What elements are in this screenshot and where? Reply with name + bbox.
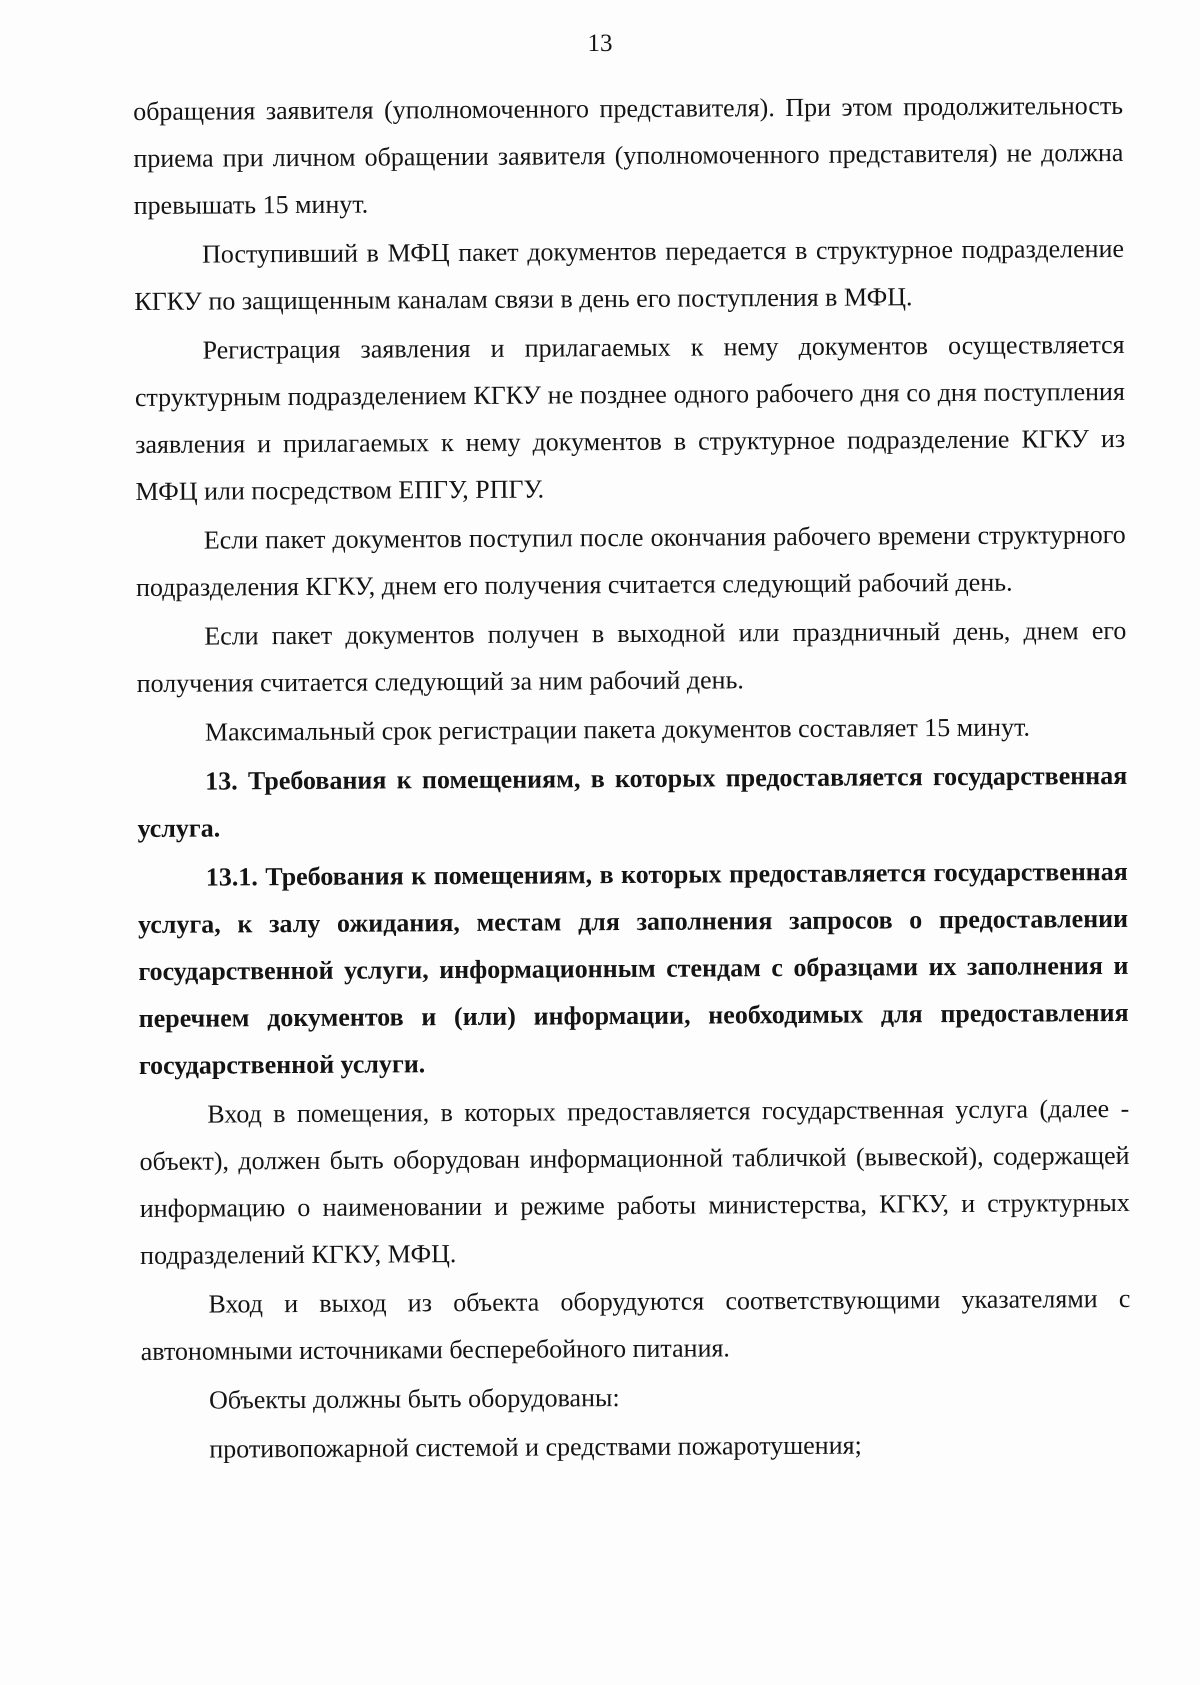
- paragraph-equipment-intro: Объекты должны быть оборудованы:: [208, 1383, 620, 1415]
- section-heading-13: 13. Требования к помещениям, в которых предоставляется государственная услуга.: [137, 760, 1128, 843]
- paragraph-entrance-signage: Вход в помещения, в которых предоставляется государственная услуга (далее - объект), должен быть оборудован информационной табличкой (вывеской), содержащей информацию о наименовании и режиме работы министерства, КГКУ, и структурных подразделений КГКУ, МФЦ.: [139, 1093, 1130, 1270]
- paragraph-registration: Регистрация заявления и прилагаемых к нему документов осуществляется структурным подразделением КГКУ не позднее одного рабочего дня со дня поступления заявления и прилагаемых к нему документов в структурное подразделение КГКУ из МФЦ или посредством ЕПГУ, РПГУ.: [134, 329, 1126, 506]
- document-body: [133, 82, 1131, 1473]
- section-heading-13-1: 13.1. Требования к помещениям, в которых предоставляется государственная услуга, к залу ожидания, местам для заполнения запросов о предоставлении государственной услуги, информационным стендам с образцами их заполнения и перечнем документов и (или) информации, необходимых для предоставления государственной услуги.: [138, 856, 1129, 1080]
- paragraph-after-hours: Если пакет документов поступил после окончания рабочего времени структурного подразделения КГКУ, днем его получения считается следующий рабочий день.: [135, 519, 1126, 602]
- paragraph-holiday: Если пакет документов получен в выходной или праздничный день, днем его получения считается следующий за ним рабочий день.: [136, 615, 1127, 698]
- list-item-fire-safety: противопожарной системой и средствами пожаротушения;: [209, 1430, 862, 1464]
- page-number: 13: [587, 30, 613, 57]
- paragraph-mfc-transfer: Поступивший в МФЦ пакет документов передается в структурное подразделение КГКУ по защищенным каналам связи в день его поступления в МФЦ.: [134, 233, 1125, 316]
- paragraph-continuation: обращения заявителя (уполномоченного представителя). При этом продолжительность приема при личном обращении заявителя (уполномоченного представителя) не должна превышать 15 минут.: [133, 90, 1124, 220]
- paragraph-max-registration-time: Максимальный срок регистрации пакета документов составляет 15 минут.: [204, 712, 1031, 747]
- paragraph-entrance-exit-signs: Вход и выход из объекта оборудуются соответствующими указателями с автономными источниками бесперебойного питания.: [140, 1283, 1131, 1366]
